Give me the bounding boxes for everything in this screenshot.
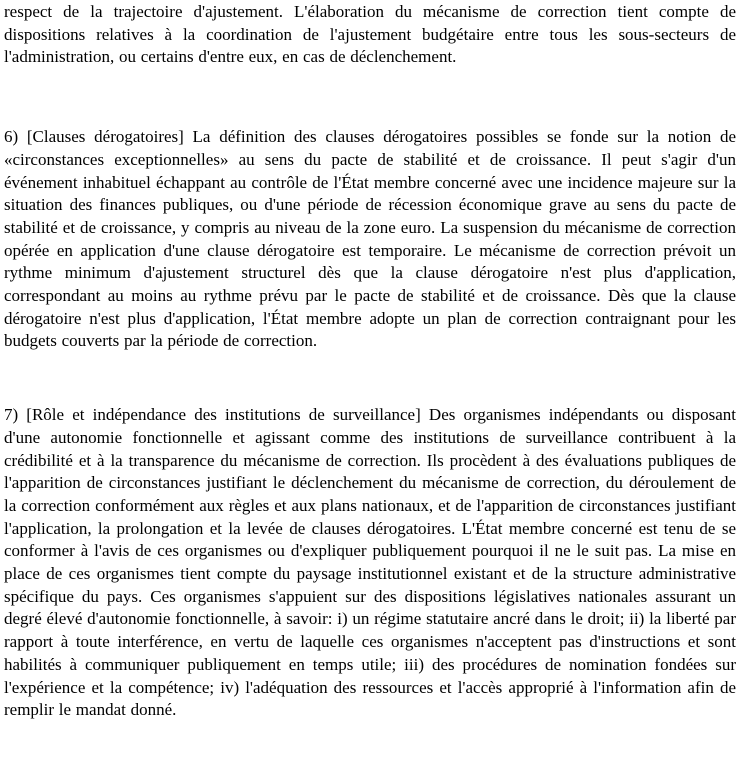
paragraph-6-clauses-derogatoires: 6) [Clauses dérogatoires] La définition des clauses dérogatoires possibles se fonde sur la notion de «circonstances exceptionnelles» au sens du pacte de stabilité et de croissance. Il peut s'agir d'un événement inhabituel échappant au contrôle de l'État membre concerné avec une incidence majeure sur la situation des finances publiques, ou d'une période de récession économique grave au sens du pacte de stabilité et de croissance, y compris au niveau de la zone euro. La suspension du mécanisme de correction opérée en application d'une clause dérogatoire est temporaire. Le mécanisme de correction prévoit un rythme minimum d'ajustement structurel dès que la clause dérogatoire n'est plus d'application, correspondant au moins au rythme prévu par le pacte de stabilité et de croissance. Dès que la clause dérogatoire n'est plus d'application, l'État membre adopte un plan de correction contraignant pour les budgets couverts par la période de correction.: [4, 127, 736, 351]
paragraph-trajectoire-ajustement: respect de la trajectoire d'ajustement. L'élaboration du mécanisme de correction tient compte de dispositions relatives à la coordination de l'ajustement budgétaire entre tous les sous-secteurs de l'administration, ou certains d'entre eux, en cas de déclenchement.: [4, 2, 736, 67]
paragraph-7-institutions-surveillance: 7) [Rôle et indépendance des institutions de surveillance] Des organismes indépendants ou disposant d'une autonomie fonctionnelle et agissant comme des institutions de surveillance contribuent à la crédibilité et à la transparence du mécanisme de correction. Ils procèdent à des évaluations publiques de l'apparition de circonstances justifiant le déclenchement du mécanisme de correction, du déroulement de la correction conformément aux règles et aux plans nationaux, et de l'apparition de circonstances justifiant l'application, la prolongation et la levée de clauses dérogatoires. L'État membre concerné est tenu de se conformer à l'avis de ces organismes ou d'expliquer publiquement pourquoi il ne le suit pas. La mise en place de ces organismes tient compte du paysage institutionnel existant et de la structure administrative spécifique du pays. Ces organismes s'appuient sur des dispositions législatives nationales assurant un degré élevé d'autonomie fonctionnelle, à savoir: i) un régime statutaire ancré dans le droit; ii) la liberté par rapport à toute interférence, en vertu de laquelle ces organismes n'acceptent pas d'instructions et sont habilités à communiquer publiquement en temps utile; iii) des procédures de nomination fondées sur l'expérience et la compétence; iv) l'adéquation des ressources et l'accès approprié à l'information afin de remplir le mandat donné.: [4, 405, 736, 720]
